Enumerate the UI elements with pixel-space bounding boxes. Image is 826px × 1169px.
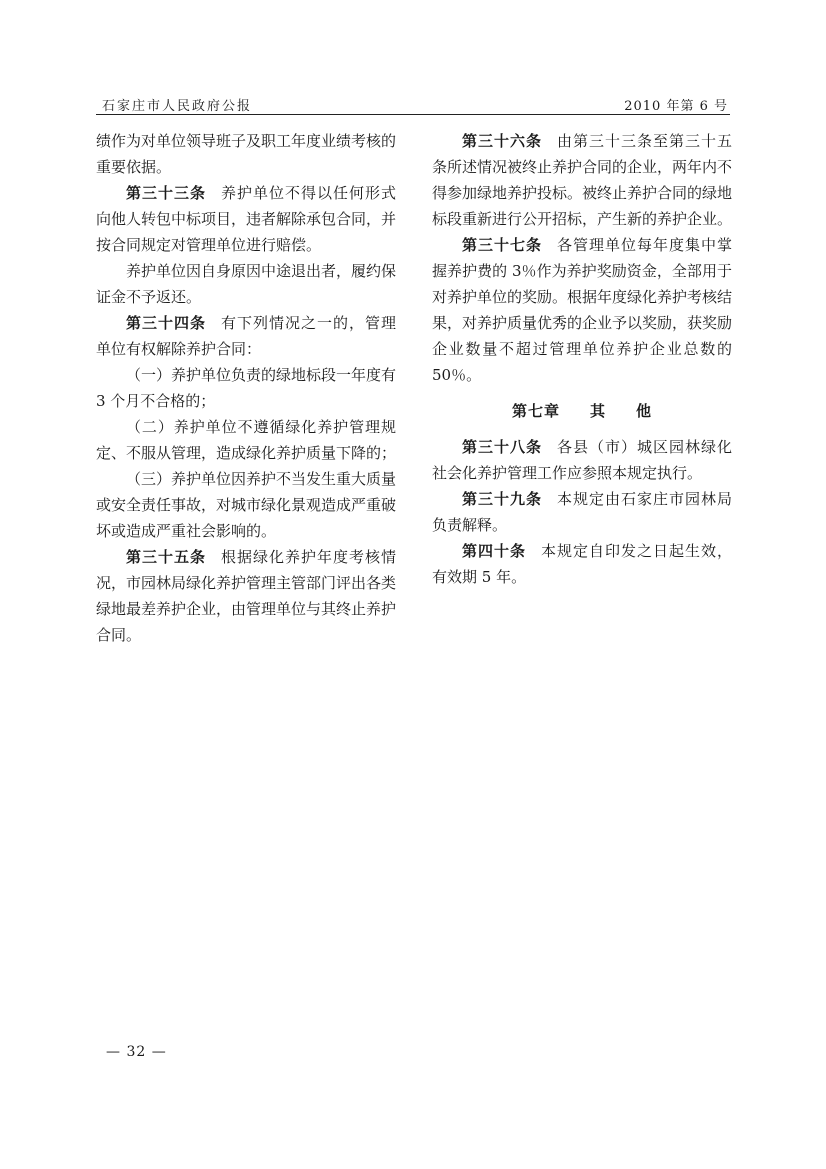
paragraph	[96, 128, 396, 180]
article-label: 第三十四条	[126, 314, 206, 332]
left-column	[96, 128, 396, 648]
issue-number: 2010 年第 6 号	[624, 99, 728, 114]
article-36	[432, 128, 732, 232]
page-header	[96, 94, 730, 115]
paragraph	[96, 258, 396, 310]
publication-title: 石家庄市人民政府公报	[102, 99, 253, 114]
clause-text: （一）养护单位负责的绿地标段一年度有 3 个月不合格的；	[96, 366, 397, 410]
article-34	[96, 310, 396, 362]
article-label: 第三十八条	[462, 438, 542, 456]
clause-text: （三）养护单位因养护不当发生重大质量或安全责任事故，对城市绿化景观造成严重破坏或造成严重社会影响的。	[96, 470, 397, 540]
article-label: 第三十九条	[462, 490, 542, 508]
clause-item	[96, 466, 396, 544]
chapter-title-first: 其	[589, 402, 606, 420]
chapter-title-second: 他	[636, 402, 653, 420]
article-33	[96, 180, 396, 258]
article-35	[96, 544, 396, 648]
article-text: 本规定自印发之日起生效，有效期 5 年。	[432, 542, 732, 586]
article-label: 第三十六条	[462, 132, 542, 150]
article-text: 养护单位不得以任何形式向他人转包中标项目，违者解除承包合同，并按合同规定对管理单位进行赔偿。	[96, 184, 397, 254]
article-label: 第三十三条	[126, 184, 206, 202]
article-38	[432, 434, 732, 486]
clause-item	[96, 362, 396, 414]
article-label: 第三十五条	[126, 548, 206, 566]
paragraph-text: 绩作为对单位领导班子及职工年度业绩考核的重要依据。	[96, 132, 397, 176]
article-37	[432, 232, 732, 388]
right-column	[432, 128, 732, 590]
chapter-heading	[432, 398, 732, 424]
clause-text: （二）养护单位不遵循绿化养护管理规定、不服从管理，造成绿化养护质量下降的；	[96, 418, 397, 462]
article-text: 有下列情况之一的，管理单位有权解除养护合同：	[96, 314, 396, 358]
article-40	[432, 538, 732, 590]
article-text: 由第三十三条至第三十五条所述情况被终止养护合同的企业，两年内不得参加绿地养护投标。被终止养护合同的绿地标段重新进行公开招标，产生新的养护企业。	[432, 132, 733, 228]
article-label: 第四十条	[462, 542, 526, 560]
chapter-number: 第七章	[511, 402, 560, 420]
article-text: 各管理单位每年度集中掌握养护费的 3％作为养护奖励资金，全部用于对养护单位的奖励。根据年度绿化养护考核结果，对养护质量优秀的企业予以奖励，获奖励企业数量不超过管理单位养护企业总数的 50％。	[432, 236, 733, 384]
page-number: — 32 —	[106, 1044, 167, 1060]
article-label: 第三十七条	[462, 236, 542, 254]
clause-item	[96, 414, 396, 466]
paragraph-text: 养护单位因自身原因中途退出者，履约保证金不予返还。	[96, 262, 397, 306]
article-text: 各县（市）城区园林绿化社会化养护管理工作应参照本规定执行。	[432, 438, 732, 482]
article-text: 本规定由石家庄市园林局负责解释。	[432, 490, 732, 534]
article-39	[432, 486, 732, 538]
article-text: 根据绿化养护年度考核情况，市园林局绿化养护管理主管部门评出各类绿地最差养护企业，由管理单位与其终止养护合同。	[96, 548, 397, 644]
